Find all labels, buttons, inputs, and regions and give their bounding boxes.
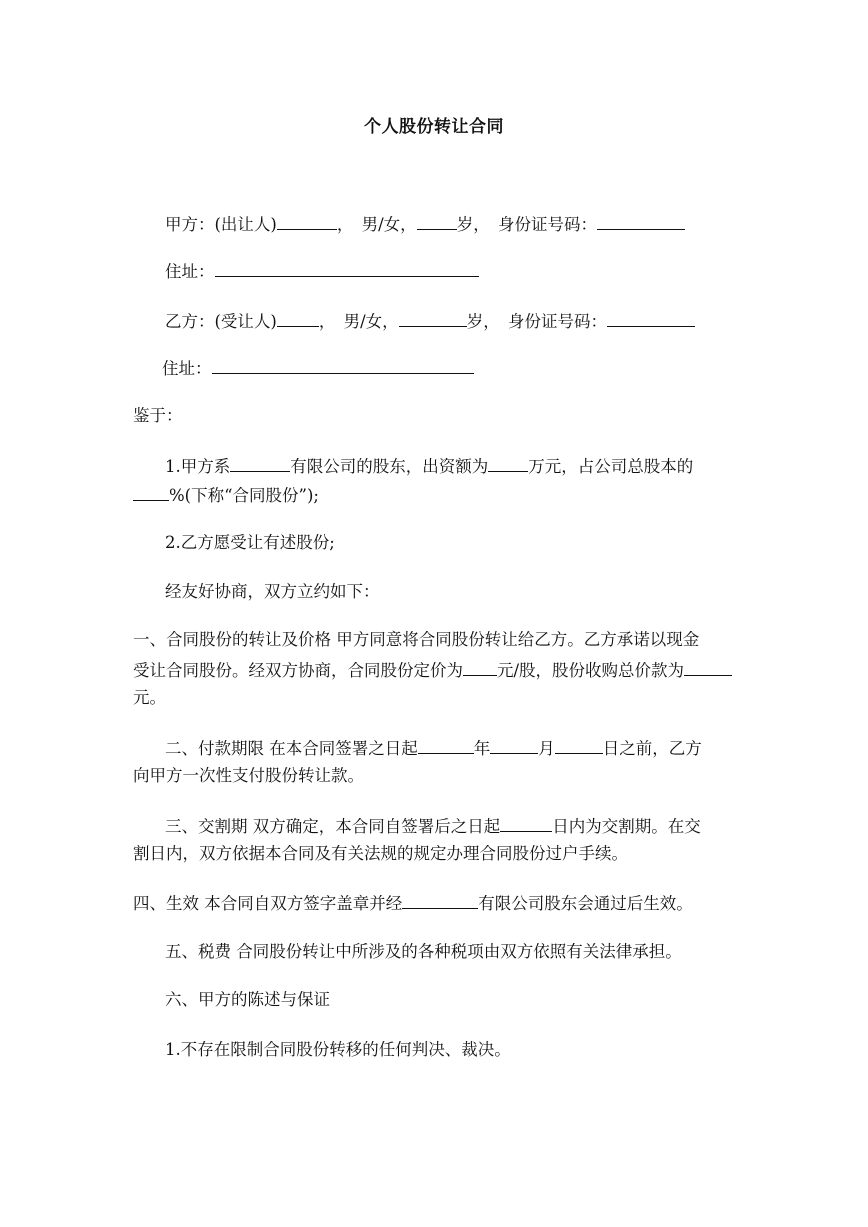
clause4-text-a: 四、生效 本合同自双方签字盖章并经	[133, 894, 403, 913]
party-a-gender: ， 男/女，	[336, 215, 417, 234]
item1-text-d: %(下称“合同股份”);	[169, 486, 319, 505]
blank-total-price	[684, 659, 732, 676]
blank-capital	[488, 455, 528, 472]
blank-party-a-name	[277, 213, 337, 230]
party-b-id-label: 岁， 身份证号码：	[466, 312, 607, 331]
blank-company-shareholders	[402, 892, 478, 909]
party-a-address-line	[165, 260, 479, 282]
clause-6-heading: 六、甲方的陈述与保证	[165, 990, 330, 1009]
blank-price-per-share	[463, 659, 497, 676]
clause-2-line-2: 向甲方一次性支付股份转让款。	[133, 766, 364, 785]
party-a-label: 甲方：(出让人)	[165, 215, 277, 234]
clause-6-item-1: 1.不存在限制合同股份转移的任何判决、裁决。	[165, 1040, 511, 1059]
blank-party-b-age	[399, 310, 467, 327]
clause-4	[133, 892, 693, 914]
clause-1-line-3: 元。	[133, 688, 166, 707]
clause3-text-b: 日内为交割期。在交	[552, 817, 701, 836]
clause-3-line-1	[165, 815, 701, 837]
document-title: 个人股份转让合同	[364, 117, 504, 137]
party-b-address-line	[162, 357, 474, 379]
blank-party-b-name	[277, 310, 319, 327]
clause2-year: 年	[473, 739, 491, 758]
blank-party-a-age	[417, 213, 457, 230]
whereas-item-1-line-2	[133, 484, 319, 506]
agreement-intro: 经友好协商，双方立约如下：	[165, 582, 380, 601]
clause-5: 五、税费 合同股份转让中所涉及的各种税项由双方依照有关法律承担。	[165, 942, 682, 961]
blank-company-name	[230, 455, 290, 472]
whereas-item-2: 2.乙方愿受让有述股份;	[165, 533, 335, 552]
party-a-id-label: 岁， 身份证号码：	[456, 215, 597, 234]
item1-text-c: 万元，占公司总股本的	[528, 457, 694, 476]
clause3-text-a: 三、交割期 双方确定，本合同自签署后之日起	[165, 817, 501, 836]
clause-2-line-1	[165, 737, 702, 759]
clause-3-line-2: 割日内，双方依据本合同及有关法规的规定办理合同股份过户手续。	[133, 844, 628, 863]
whereas-heading: 鉴于：	[133, 406, 183, 425]
party-b-gender: ， 男/女，	[318, 312, 399, 331]
clause2-month: 月	[538, 739, 555, 758]
blank-year	[418, 737, 474, 754]
party-b-line	[165, 310, 695, 332]
address-label: 住址：	[165, 262, 215, 281]
blank-party-a-id	[597, 213, 685, 230]
clause4-text-b: 有限公司股东会通过后生效。	[478, 894, 693, 913]
address-label: 住址：	[162, 359, 212, 378]
clause2-text-b: 日之前，乙方	[602, 739, 702, 758]
clause1-text-b: 元/股，股份收购总价款为	[497, 661, 685, 680]
blank-delivery-days	[500, 815, 552, 832]
party-b-label: 乙方：(受让人)	[165, 312, 277, 331]
blank-day	[555, 737, 603, 754]
blank-percent	[133, 484, 169, 501]
blank-party-b-address	[212, 357, 474, 374]
blank-month	[490, 737, 538, 754]
blank-party-a-address	[215, 260, 479, 277]
clause2-text-a: 二、付款期限 在本合同签署之日起	[165, 739, 418, 758]
blank-party-b-id	[607, 310, 695, 327]
clause-1-line-2	[133, 659, 732, 681]
clause-1-line-1: 一、合同股份的转让及价格 甲方同意将合同股份转让给乙方。乙方承诺以现金	[133, 630, 700, 649]
party-a-line	[165, 213, 685, 235]
item1-text-b: 有限公司的股东，出资额为	[290, 457, 489, 476]
item1-text-a: 1.甲方系	[165, 457, 231, 476]
clause1-text-a: 受让合同股份。经双方协商，合同股份定价为	[133, 661, 463, 680]
whereas-item-1-line-1	[165, 455, 693, 477]
